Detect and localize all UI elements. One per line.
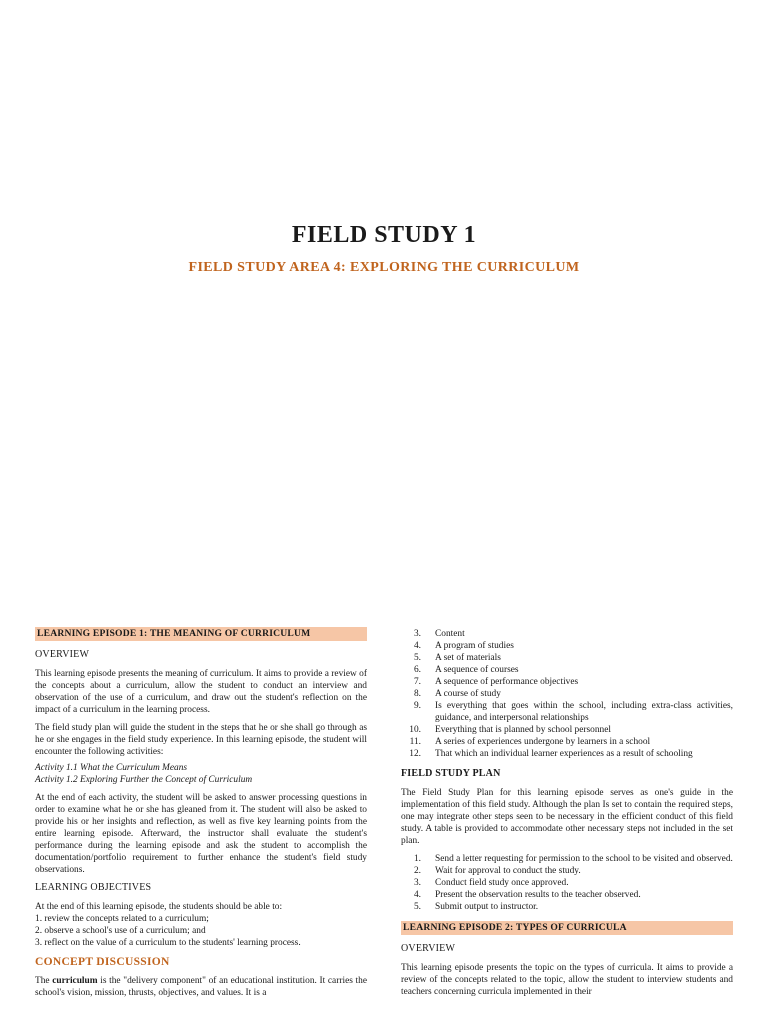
field-study-plan-heading: FIELD STUDY PLAN <box>401 768 501 779</box>
page-title: FIELD STUDY 1 <box>291 222 477 248</box>
list-item <box>401 865 733 877</box>
objectives-heading: LEARNING OBJECTIVES <box>35 882 152 893</box>
overview-paragraph-2: The field study plan will guide the student in the steps that he or she shall go through as he or she engages in the field study experience. In this learning episode, the student will encounter the following activities: <box>35 723 367 757</box>
item-number: 11. <box>409 737 421 747</box>
item-number: 3. <box>413 629 421 639</box>
item-text: A program of studies <box>435 641 514 651</box>
objectives-list <box>35 913 367 949</box>
activity-2: Activity 1.2 Exploring Further the Concept of Curriculum <box>35 775 253 785</box>
objective-item: 1. review the concepts related to a curriculum; <box>35 914 209 924</box>
page-subtitle: FIELD STUDY AREA 4: EXPLORING THE CURRICULUM <box>188 260 580 275</box>
item-text: Content <box>435 629 465 639</box>
item-text: Present the observation results to the teacher observed. <box>435 890 641 900</box>
item-number: 2. <box>413 866 421 876</box>
list-item <box>401 640 733 652</box>
overview-paragraph-3: At the end of each activity, the student will be asked to answer processing questions in order to examine what he or she has gleaned from it. The student will also be asked to provide his or her insights and reflection, as well as five key learning points from the entire learning episode. Afterward, the instructor shall evaluate the student's performance during the learning episode and ask the student to accomplish the documentation/portfolio requirement to further enhance the student's field study observations. <box>35 793 367 875</box>
list-item <box>401 877 733 889</box>
item-text: Everything that is planned by school personnel <box>435 725 612 735</box>
item-number: 12. <box>409 749 421 759</box>
list-item <box>401 628 733 640</box>
overview-2-paragraph: This learning episode presents the topic on the types of curricula. It aims to provide a review of the concepts related to the topic, allow the student to interview students and teachers concerning curricula implemented in their <box>401 963 733 997</box>
concept-discussion-heading: CONCEPT DISCUSSION <box>35 956 170 968</box>
item-text: Submit output to instructor. <box>435 902 539 912</box>
list-item <box>401 700 733 724</box>
left-column <box>35 627 367 1005</box>
list-item <box>401 688 733 700</box>
item-number: 7. <box>413 677 421 687</box>
episode-2-heading: LEARNING EPISODE 2: TYPES OF CURRICULA <box>401 921 733 935</box>
list-item <box>401 736 733 748</box>
item-text: A course of study <box>435 689 501 699</box>
concept-term: curriculum <box>52 976 98 986</box>
episode-1-heading: LEARNING EPISODE 1: THE MEANING OF CURRICULUM <box>35 627 367 641</box>
concept-prefix: The <box>35 976 53 986</box>
objective-item: 2. observe a school's use of a curriculum; and <box>35 926 206 936</box>
item-text: A series of experiences undergone by learners in a school <box>435 737 651 747</box>
item-number: 10. <box>409 725 421 735</box>
list-item <box>401 901 733 913</box>
item-text: Wait for approval to conduct the study. <box>435 866 581 876</box>
item-number: 4. <box>413 890 421 900</box>
field-study-plan-paragraph: The Field Study Plan for this learning episode serves as one's guide in the implementation of this field study. Although the plan Is set to contain the required steps, one may integrate other steps seen to be necessary in the efficient conduct of this field study. A table is provided to accommodate other necessary steps not included in the set plan. <box>401 788 733 846</box>
overview-2-heading: OVERVIEW <box>401 943 456 954</box>
objectives-intro: At the end of this learning episode, the students should be able to: <box>35 902 283 912</box>
item-number: 5. <box>413 653 421 663</box>
item-text: A set of materials <box>435 653 501 663</box>
item-text: Is everything that goes within the school, including extra-class activities, guidance, and interpersonal relationships <box>435 701 733 723</box>
item-text: Conduct field study once approved. <box>435 878 569 888</box>
list-item <box>401 748 733 760</box>
list-item <box>401 889 733 901</box>
item-text: That which an individual learner experiences as a result of schooling <box>435 749 693 759</box>
plan-steps-list <box>401 853 733 913</box>
list-item <box>401 853 733 865</box>
list-item <box>401 676 733 688</box>
concept-rest: is the "delivery component" of an educational institution. It carries the school's vision, mission, thrusts, objectives, and values. It is a <box>35 976 367 998</box>
item-number: 5. <box>413 902 421 912</box>
item-text: Send a letter requesting for permission to the school to be visited and observed. <box>435 854 733 864</box>
right-column <box>401 628 733 1004</box>
item-text: A sequence of performance objectives <box>435 677 579 687</box>
item-number: 3. <box>413 878 421 888</box>
list-item <box>401 664 733 676</box>
item-number: 9. <box>413 701 421 711</box>
list-item <box>401 724 733 736</box>
objective-item: 3. reflect on the value of a curriculum to the students' learning process. <box>35 938 301 948</box>
item-number: 4. <box>413 641 421 651</box>
item-number: 1. <box>413 854 421 864</box>
item-number: 6. <box>413 665 421 675</box>
item-number: 8. <box>413 689 421 699</box>
activity-1: Activity 1.1 What the Curriculum Means <box>35 763 188 773</box>
list-item <box>401 652 733 664</box>
concept-paragraph <box>35 975 367 999</box>
curriculum-definitions-list <box>401 628 733 760</box>
overview-heading: OVERVIEW <box>35 649 90 660</box>
overview-paragraph-1: This learning episode presents the meaning of curriculum. It aims to provide a review of the concepts about a curriculum, allow the student to conduct an interview and observation of the use of a curriculum, and draw out the student's reflection on the impact of a curriculum in the learning process. <box>35 669 367 715</box>
item-text: A sequence of courses <box>435 665 519 675</box>
